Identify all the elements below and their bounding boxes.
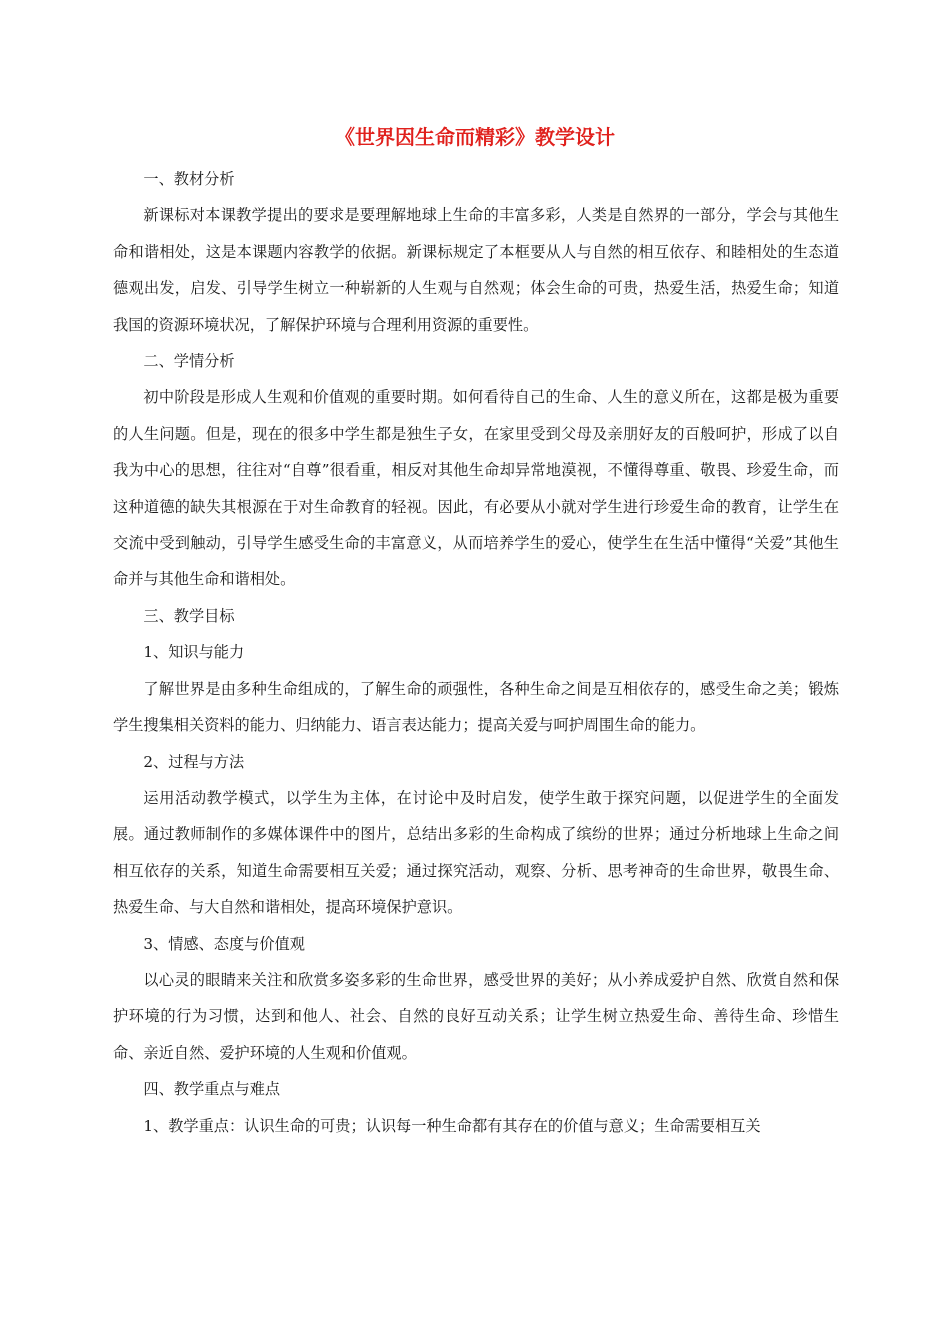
section-heading-teaching-goals: 三、教学目标 xyxy=(143,606,235,625)
paragraph: 以心灵的眼睛来关注和欣赏多姿多彩的生命世界，感受世界的美好；从小养成爱护自然、欣赏自然和保护环境的行为习惯，达到和他人、社会、自然的良好互动关系；让学生树立热爱生命、善待生命、珍惜生命、亲近自然、爱护环境的人生观和价值观。 xyxy=(113,970,839,1062)
document-title: 《世界因生命而精彩》教学设计 xyxy=(335,125,615,149)
section-heading-student-analysis: 二、学情分析 xyxy=(143,352,235,371)
subheading-knowledge-ability: 1、知识与能力 xyxy=(143,643,245,662)
paragraph: 初中阶段是形成人生观和价值观的重要时期。如何看待自己的生命、人生的意义所在，这都是极为重要的人生问题。但是，现在的很多中学生都是独生子女，在家里受到父母及亲朋好友的百般呵护，形成了以自我为中心的思想，往往对“自尊”很看重，相反对其他生命却异常地漠视，不懂得尊重、敬畏、珍爱生命，而这种道德的缺失其根源在于对生命教育的轻视。因此，有必要从小就对学生进行珍爱生命的教育，让学生在交流中受到触动，引导学生感受生命的丰富意义，从而培养学生的爱心，使学生在生活中懂得“关爱”其他生命并与其他生命和谐相处。 xyxy=(113,388,839,589)
subheading-process-method: 2、过程与方法 xyxy=(143,752,245,771)
paragraph: 新课标对本课教学提出的要求是要理解地球上生命的丰富多彩，人类是自然界的一部分，学会与其他生命和谐相处，这是本课题内容教学的依据。新课标规定了本框要从人与自然的相互依存、和睦相处的生态道德观出发，启发、引导学生树立一种崭新的人生观与自然观；体会生命的可贵，热爱生活，热爱生命；知道我国的资源环境状况，了解保护环境与合理利用资源的重要性。 xyxy=(113,206,839,334)
paragraph: 了解世界是由多种生命组成的，了解生命的顽强性，各种生命之间是互相依存的，感受生命之美；锻炼学生搜集相关资料的能力、归纳能力、语言表达能力；提高关爱与呵护周围生命的能力。 xyxy=(113,679,839,735)
document-body xyxy=(113,161,839,1144)
section-heading-textbook-analysis: 一、教材分析 xyxy=(143,170,235,188)
subheading-emotion-values: 3、情感、态度与价值观 xyxy=(143,934,305,953)
section-heading-key-points: 四、教学重点与难点 xyxy=(143,1080,281,1099)
paragraph: 运用活动教学模式，以学生为主体，在讨论中及时启发，使学生敢于探究问题，以促进学生的全面发展。通过教师制作的多媒体课件中的图片，总结出多彩的生命构成了缤纷的世界；通过分析地球上生命之间相互依存的关系，知道生命需要相互关爱；通过探究活动，观察、分析、思考神奇的生命世界，敬畏生命、热爱生命、与大自然和谐相处，提高环境保护意识。 xyxy=(113,788,839,917)
paragraph: 1、教学重点：认识生命的可贵；认识每一种生命都有其存在的价值与意义；生命需要相互关 xyxy=(143,1116,761,1135)
